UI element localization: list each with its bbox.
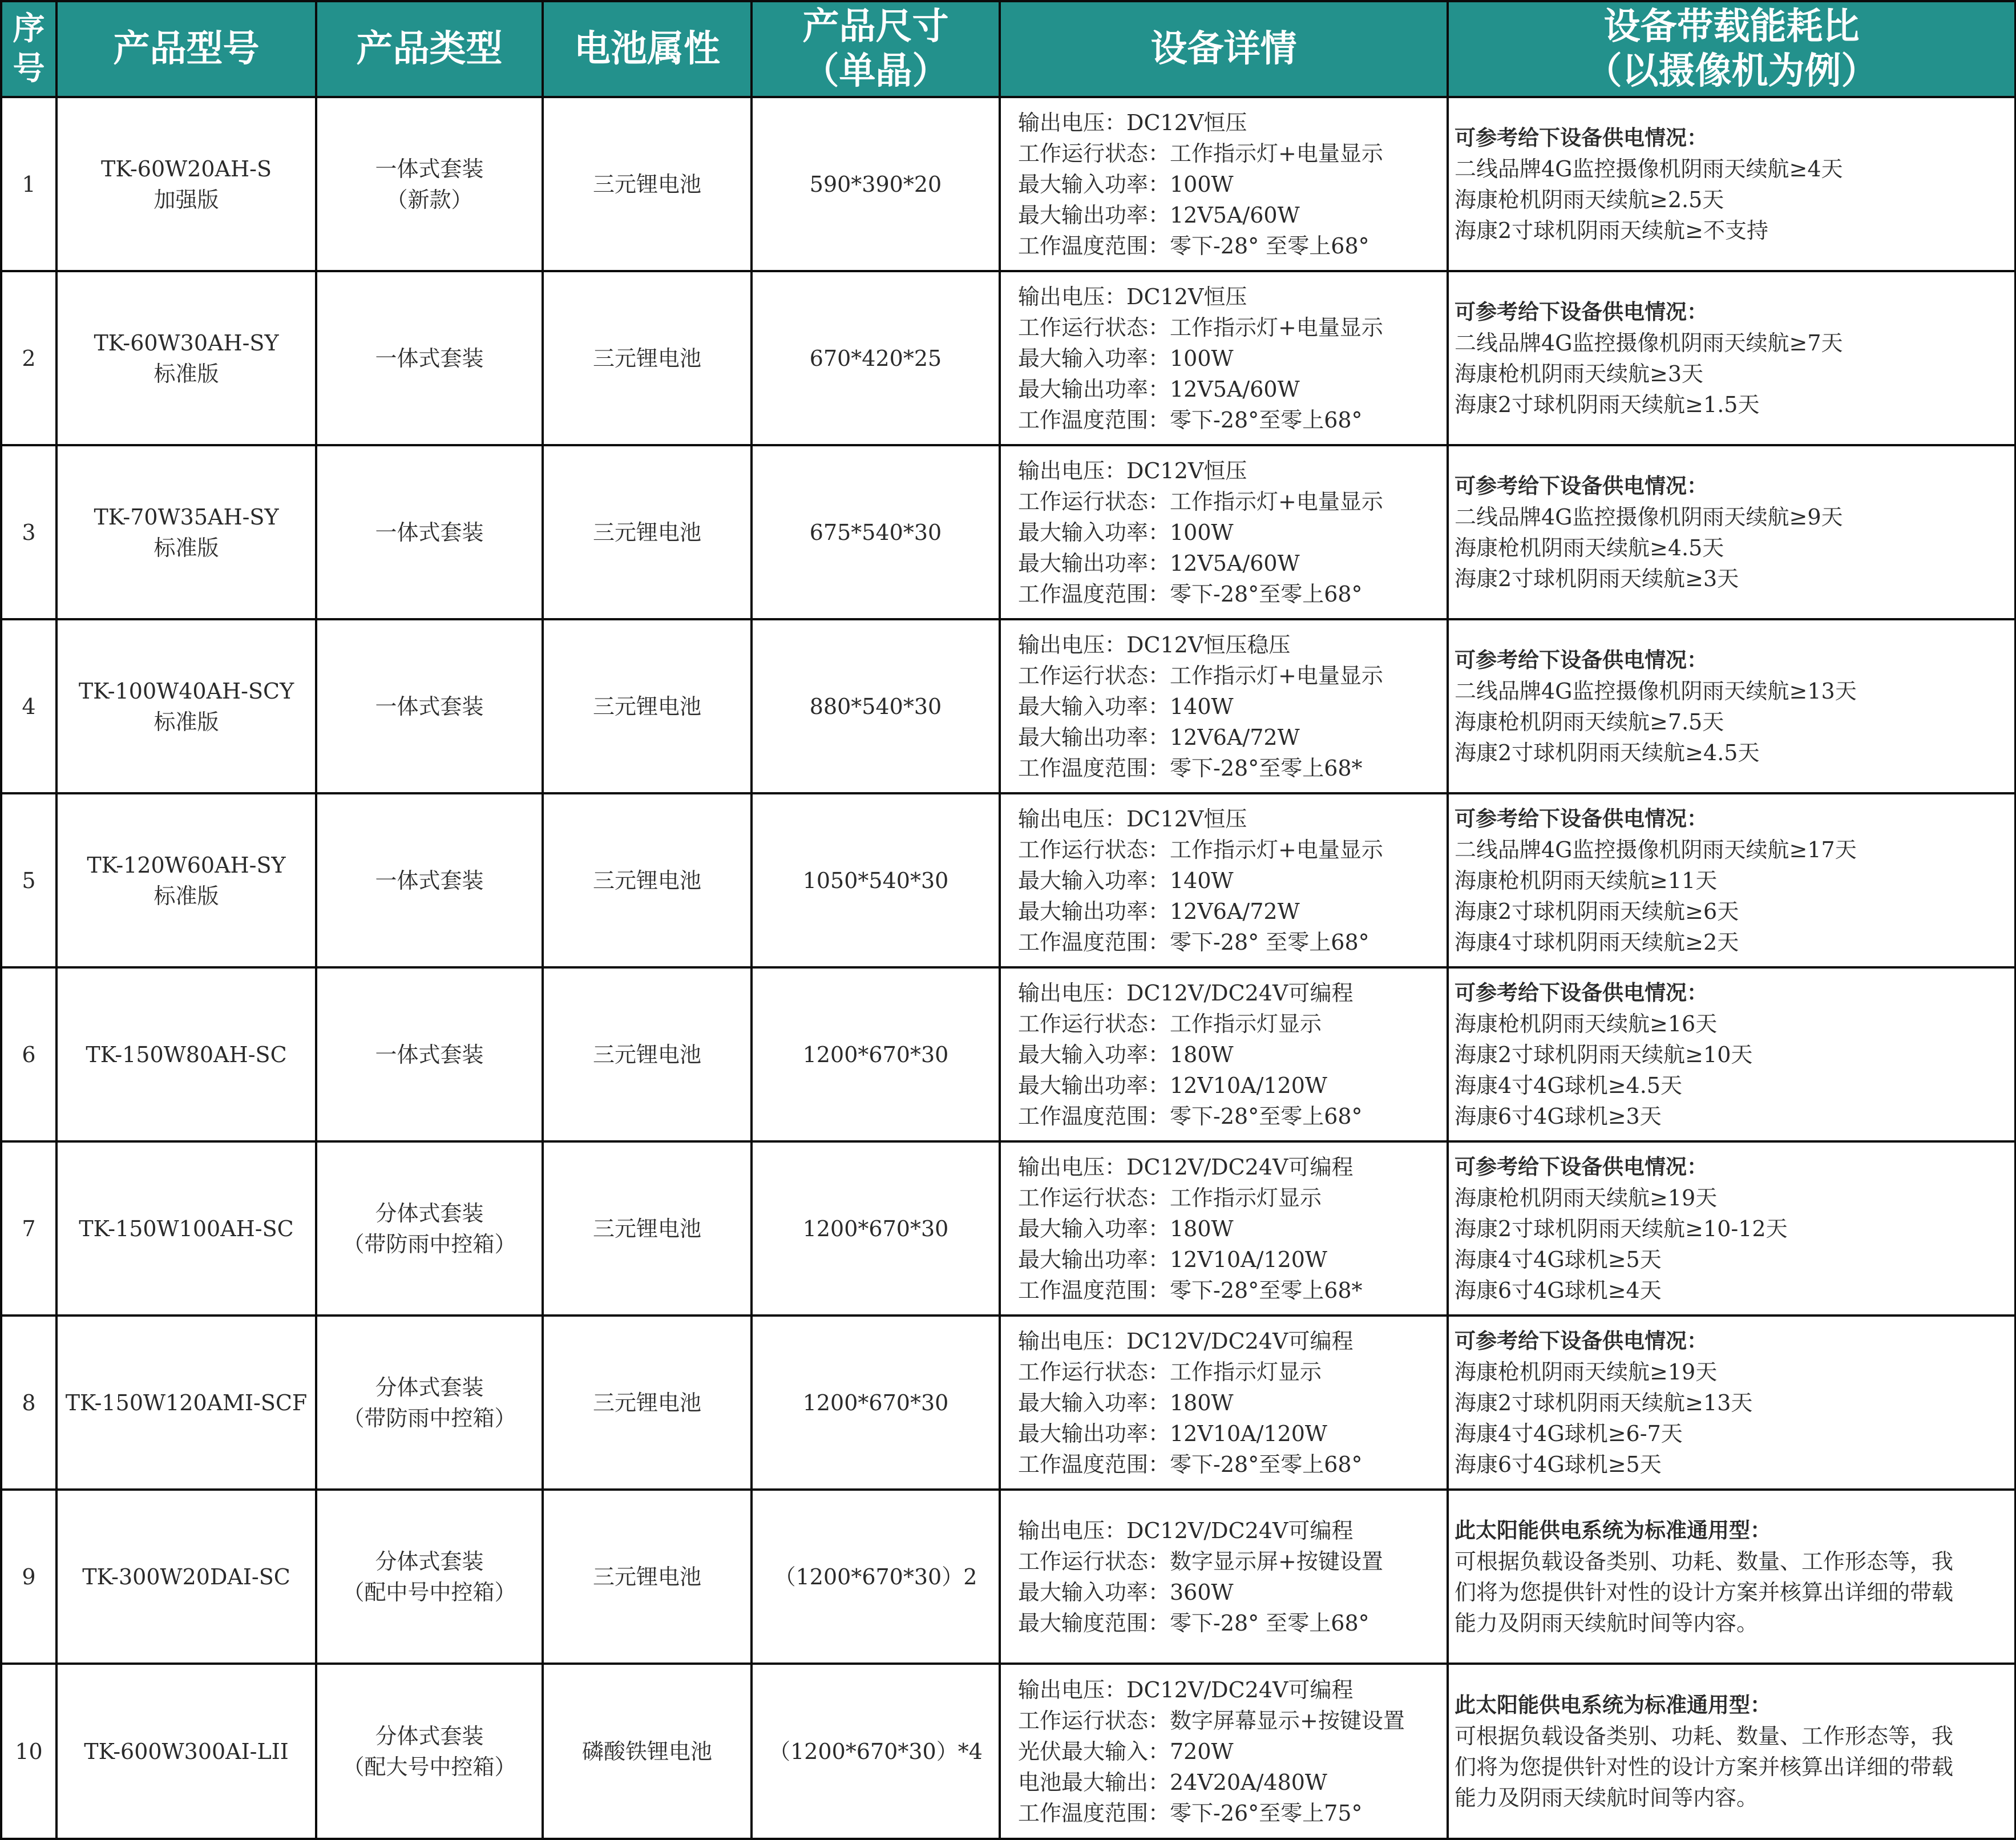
detail-line: 最大输入功率：100W: [1018, 171, 1234, 197]
ratio-line: 海康2寸球机阴雨天续航≥13天: [1455, 1390, 1753, 1415]
battery-type: 三元锂电池: [543, 271, 752, 445]
detail-line: 输出电压：DC12V恒压稳压: [1018, 632, 1291, 657]
ratio-line: 可根据负载设备类别、功耗、数量、工作形态等，我: [1455, 1723, 1954, 1749]
product-size: 670*420*25: [752, 271, 1000, 445]
ratio-title: 可参考给下设备供电情况：: [1455, 1328, 1708, 1353]
product-type: [316, 1664, 543, 1839]
product-type-line: 一体式套装: [375, 867, 484, 893]
detail-line: 输出电压：DC12V/DC24V可编程: [1018, 980, 1354, 1006]
detail-line: 工作运行状态：工作指示灯+电量显示: [1018, 140, 1383, 166]
load-ratio: [1448, 445, 2015, 619]
table-row: [1, 1490, 2015, 1664]
product-type: [316, 271, 543, 445]
ratio-line: 二线品牌4G监控摄像机阴雨天续航≥4天: [1455, 156, 1843, 181]
product-model-line: TK-120W60AH-SY: [87, 852, 286, 878]
product-model: [56, 1141, 316, 1316]
detail-line: 工作温度范围：零下-28°至零上68*: [1018, 755, 1363, 781]
header-row: [1, 1, 2015, 97]
product-type-line: 分体式套装: [375, 1548, 484, 1574]
battery-type: 三元锂电池: [543, 619, 752, 793]
header-ratio-line: （以摄像机为例）: [1585, 50, 1878, 92]
product-type-line: （带防雨中控箱）: [342, 1231, 516, 1257]
header-index-line: 号: [13, 50, 45, 87]
ratio-line: 海康6寸4G球机≥4天: [1455, 1277, 1662, 1303]
row-index: 9: [1, 1490, 56, 1664]
product-type-line: 一体式套装: [375, 519, 484, 545]
detail-line: 最大输入功率：100W: [1018, 519, 1234, 545]
detail-line: 工作运行状态：工作指示灯显示: [1018, 1185, 1322, 1210]
detail-line: 输出电压：DC12V恒压: [1018, 110, 1247, 135]
table-row: [1, 1141, 2015, 1316]
table-row: [1, 967, 2015, 1141]
ratio-line: 海康枪机阴雨天续航≥2.5天: [1455, 187, 1724, 212]
ratio-line: 海康4寸4G球机≥4.5天: [1455, 1072, 1682, 1098]
header-type: 产品类型: [316, 1, 543, 97]
detail-line: 工作运行状态：工作指示灯+电量显示: [1018, 837, 1383, 862]
detail-line: 输出电压：DC12V恒压: [1018, 458, 1247, 483]
detail-line: 最大输出功率：12V5A/60W: [1018, 202, 1300, 228]
product-model-line: 标准版: [153, 361, 219, 386]
ratio-line: 海康枪机阴雨天续航≥11天: [1455, 867, 1718, 893]
battery-type: 三元锂电池: [543, 1490, 752, 1664]
detail-line: 最大输出功率：12V5A/60W: [1018, 550, 1300, 576]
device-details: [1000, 967, 1448, 1141]
detail-line: 工作温度范围：零下-28° 至零上68°: [1018, 929, 1369, 955]
detail-line: 工作温度范围：零下-28°至零上68°: [1018, 1103, 1363, 1129]
row-index: 2: [1, 271, 56, 445]
product-type-line: 一体式套装: [375, 693, 484, 719]
product-type: [316, 1490, 543, 1664]
detail-line: 工作温度范围：零下-26°至零上75°: [1018, 1800, 1363, 1826]
detail-line: 工作运行状态：工作指示灯显示: [1018, 1011, 1322, 1036]
table-row: [1, 271, 2015, 445]
header-battery: 电池属性: [543, 1, 752, 97]
ratio-line: 能力及阴雨天续航时间等内容。: [1455, 1785, 1759, 1810]
detail-line: 最大输出功率：12V6A/72W: [1018, 898, 1300, 924]
ratio-title: 可参考给下设备供电情况：: [1455, 647, 1708, 672]
ratio-line: 二线品牌4G监控摄像机阴雨天续航≥13天: [1455, 678, 1857, 704]
table-row: [1, 1664, 2015, 1839]
header-ratio-line: 设备带载能耗比: [1603, 6, 1860, 48]
detail-line: 电池最大输出：24V20A/480W: [1018, 1769, 1327, 1795]
product-type-line: （配中号中控箱）: [342, 1579, 516, 1605]
battery-type: 三元锂电池: [543, 1141, 752, 1316]
table-header: [1, 1, 2015, 97]
row-index: 8: [1, 1316, 56, 1490]
device-details: [1000, 445, 1448, 619]
ratio-line: 海康枪机阴雨天续航≥19天: [1455, 1359, 1718, 1385]
battery-type: 三元锂电池: [543, 793, 752, 967]
product-type-line: 分体式套装: [375, 1723, 484, 1749]
detail-line: 工作运行状态：数字屏幕显示+按键设置: [1018, 1708, 1405, 1733]
product-model-line: TK-150W100AH-SC: [79, 1216, 294, 1241]
row-index: 7: [1, 1141, 56, 1316]
product-type-line: 一体式套装: [375, 156, 484, 181]
product-type-line: 分体式套装: [375, 1200, 484, 1226]
ratio-line: 海康4寸4G球机≥5天: [1455, 1246, 1662, 1272]
ratio-line: 们将为您提供针对性的设计方案并核算出详细的带载: [1455, 1754, 1954, 1780]
product-model: [56, 793, 316, 967]
product-type: [316, 445, 543, 619]
product-type-line: （配大号中控箱）: [342, 1754, 516, 1780]
ratio-line: 海康2寸球机阴雨天续航≥10-12天: [1455, 1216, 1788, 1241]
ratio-title: 可参考给下设备供电情况：: [1455, 980, 1708, 1005]
header-index-line: 序: [13, 10, 45, 47]
device-details: [1000, 619, 1448, 793]
ratio-line: 海康4寸4G球机≥6-7天: [1455, 1421, 1683, 1446]
ratio-line: 二线品牌4G监控摄像机阴雨天续航≥9天: [1455, 504, 1843, 530]
detail-line: 输出电压：DC12V恒压: [1018, 284, 1247, 309]
row-index: 10: [1, 1664, 56, 1839]
device-details: [1000, 97, 1448, 271]
detail-line: 工作运行状态：数字显示屏+按键设置: [1018, 1548, 1383, 1574]
detail-line: 最大输入功率：140W: [1018, 867, 1234, 893]
load-ratio: [1448, 271, 2015, 445]
ratio-title: 可参考给下设备供电情况：: [1455, 473, 1708, 498]
ratio-line: 们将为您提供针对性的设计方案并核算出详细的带载: [1455, 1579, 1954, 1605]
header-details: 设备详情: [1000, 1, 1448, 97]
header-ratio: [1448, 1, 2015, 97]
ratio-title: 可参考给下设备供电情况：: [1455, 806, 1708, 831]
detail-line: 最大输出功率：12V6A/72W: [1018, 724, 1300, 750]
product-type: [316, 619, 543, 793]
product-size: 1050*540*30: [752, 793, 1000, 967]
detail-line: 工作温度范围：零下-28°至零上68°: [1018, 1451, 1363, 1477]
product-type-line: 一体式套装: [375, 1042, 484, 1067]
detail-line: 工作运行状态：工作指示灯+电量显示: [1018, 663, 1383, 688]
load-ratio: [1448, 967, 2015, 1141]
load-ratio: [1448, 97, 2015, 271]
detail-line: 输出电压：DC12V/DC24V可编程: [1018, 1518, 1354, 1543]
detail-line: 最大输出功率：12V10A/120W: [1018, 1421, 1327, 1446]
battery-type: 三元锂电池: [543, 967, 752, 1141]
product-model-line: TK-300W20DAI-SC: [82, 1564, 290, 1589]
product-model-line: TK-60W30AH-SY: [94, 330, 279, 356]
device-details: [1000, 1664, 1448, 1839]
device-details: [1000, 271, 1448, 445]
load-ratio: [1448, 1664, 2015, 1839]
product-type-line: （带防雨中控箱）: [342, 1405, 516, 1431]
detail-line: 最大输入功率：180W: [1018, 1390, 1234, 1415]
ratio-line: 海康2寸球机阴雨天续航≥不支持: [1455, 217, 1769, 243]
product-model: [56, 97, 316, 271]
product-model-line: 标准版: [153, 535, 219, 560]
ratio-line: 海康枪机阴雨天续航≥3天: [1455, 361, 1704, 386]
product-size: （1200*670*30）*4: [752, 1664, 1000, 1839]
product-model-line: 标准版: [153, 709, 219, 735]
table-row: [1, 1316, 2015, 1490]
ratio-line: 海康2寸球机阴雨天续航≥4.5天: [1455, 740, 1760, 765]
detail-line: 输出电压：DC12V/DC24V可编程: [1018, 1154, 1354, 1180]
detail-line: 最大输入功率：180W: [1018, 1042, 1234, 1067]
battery-type: 三元锂电池: [543, 1316, 752, 1490]
detail-line: 输出电压：DC12V/DC24V可编程: [1018, 1328, 1354, 1354]
header-model: 产品型号: [56, 1, 316, 97]
ratio-line: 能力及阴雨天续航时间等内容。: [1455, 1610, 1759, 1636]
table-row: [1, 619, 2015, 793]
device-details: [1000, 1490, 1448, 1664]
detail-line: 最大输入功率：100W: [1018, 345, 1234, 371]
row-index: 3: [1, 445, 56, 619]
product-model: [56, 619, 316, 793]
detail-line: 工作运行状态：工作指示灯+电量显示: [1018, 489, 1383, 514]
product-model: [56, 1490, 316, 1664]
load-ratio: [1448, 619, 2015, 793]
detail-line: 最大输入功率：360W: [1018, 1579, 1234, 1605]
ratio-line: 海康6寸4G球机≥3天: [1455, 1103, 1662, 1129]
detail-line: 工作运行状态：工作指示灯显示: [1018, 1359, 1322, 1385]
product-model-line: TK-600W300AI-LII: [84, 1738, 289, 1764]
detail-line: 光伏最大输入：720W: [1018, 1738, 1234, 1764]
load-ratio: [1448, 1141, 2015, 1316]
product-type-line: （新款）: [386, 187, 473, 212]
ratio-line: 二线品牌4G监控摄像机阴雨天续航≥17天: [1455, 837, 1857, 862]
ratio-line: 海康2寸球机阴雨天续航≥10天: [1455, 1042, 1753, 1067]
ratio-line: 海康6寸4G球机≥5天: [1455, 1451, 1662, 1477]
header-size-line: （单晶）: [802, 50, 949, 92]
battery-type: 三元锂电池: [543, 445, 752, 619]
load-ratio: [1448, 793, 2015, 967]
product-model-line: TK-150W80AH-SC: [86, 1042, 287, 1067]
detail-line: 最大输入功率：180W: [1018, 1216, 1234, 1241]
detail-line: 工作温度范围：零下-28° 至零上68°: [1018, 233, 1369, 259]
product-type: [316, 1316, 543, 1490]
ratio-title: 可参考给下设备供电情况：: [1455, 1154, 1708, 1179]
table-row: [1, 445, 2015, 619]
device-details: [1000, 1316, 1448, 1490]
product-size: 675*540*30: [752, 445, 1000, 619]
detail-line: 最大输出功率：12V10A/120W: [1018, 1072, 1327, 1098]
ratio-line: 海康2寸球机阴雨天续航≥1.5天: [1455, 392, 1760, 417]
detail-line: 输出电压：DC12V恒压: [1018, 806, 1247, 832]
ratio-title: 可参考给下设备供电情况：: [1455, 299, 1708, 324]
battery-type: 磷酸铁锂电池: [543, 1664, 752, 1839]
detail-line: 工作温度范围：零下-28°至零上68°: [1018, 581, 1363, 607]
battery-type: 三元锂电池: [543, 97, 752, 271]
ratio-line: 海康枪机阴雨天续航≥16天: [1455, 1011, 1718, 1036]
product-model: [56, 967, 316, 1141]
product-model-line: TK-100W40AH-SCY: [78, 678, 294, 704]
product-type-line: 一体式套装: [375, 345, 484, 371]
detail-line: 工作温度范围：零下-28°至零上68°: [1018, 407, 1363, 433]
product-size: 1200*670*30: [752, 1316, 1000, 1490]
ratio-title: 可参考给下设备供电情况：: [1455, 125, 1708, 150]
product-size: （1200*670*30）2: [752, 1490, 1000, 1664]
detail-line: 工作温度范围：零下-28°至零上68*: [1018, 1277, 1363, 1303]
product-model-line: 加强版: [153, 187, 219, 212]
header-index: [1, 1, 56, 97]
product-model-line: TK-70W35AH-SY: [94, 504, 279, 530]
load-ratio: [1448, 1316, 2015, 1490]
table-row: [1, 793, 2015, 967]
product-type-line: 分体式套装: [375, 1374, 484, 1400]
device-details: [1000, 793, 1448, 967]
row-index: 1: [1, 97, 56, 271]
table-row: [1, 97, 2015, 271]
row-index: 4: [1, 619, 56, 793]
detail-line: 工作运行状态：工作指示灯+电量显示: [1018, 314, 1383, 340]
header-size-line: 产品尺寸: [802, 6, 949, 48]
row-index: 6: [1, 967, 56, 1141]
device-details: [1000, 1141, 1448, 1316]
load-ratio: [1448, 1490, 2015, 1664]
ratio-line: 海康2寸球机阴雨天续航≥6天: [1455, 898, 1739, 924]
product-model: [56, 1664, 316, 1839]
ratio-line: 可根据负载设备类别、功耗、数量、工作形态等，我: [1455, 1548, 1954, 1574]
product-size: 880*540*30: [752, 619, 1000, 793]
ratio-line: 海康4寸球机阴雨天续航≥2天: [1455, 929, 1739, 955]
detail-line: 最大输出功率：12V5A/60W: [1018, 376, 1300, 402]
ratio-line: 海康2寸球机阴雨天续航≥3天: [1455, 566, 1739, 591]
ratio-title: 此太阳能供电系统为标准通用型：: [1455, 1692, 1771, 1717]
row-index: 5: [1, 793, 56, 967]
ratio-line: 二线品牌4G监控摄像机阴雨天续航≥7天: [1455, 330, 1843, 356]
product-model: [56, 445, 316, 619]
product-size: 590*390*20: [752, 97, 1000, 271]
ratio-line: 海康枪机阴雨天续航≥4.5天: [1455, 535, 1724, 560]
product-size: 1200*670*30: [752, 1141, 1000, 1316]
header-size: [752, 1, 1000, 97]
product-size: 1200*670*30: [752, 967, 1000, 1141]
detail-line: 最大输出功率：12V10A/120W: [1018, 1246, 1327, 1272]
product-type: [316, 967, 543, 1141]
product-type: [316, 1141, 543, 1316]
product-model-line: 标准版: [153, 883, 219, 909]
product-type: [316, 97, 543, 271]
ratio-line: 海康枪机阴雨天续航≥19天: [1455, 1185, 1718, 1210]
product-model: [56, 271, 316, 445]
product-model: [56, 1316, 316, 1490]
ratio-title: 此太阳能供电系统为标准通用型：: [1455, 1518, 1771, 1543]
product-type: [316, 793, 543, 967]
table-body: [1, 97, 2015, 1839]
detail-line: 输出电压：DC12V/DC24V可编程: [1018, 1677, 1354, 1702]
ratio-line: 海康枪机阴雨天续航≥7.5天: [1455, 709, 1724, 735]
detail-line: 最大输度范围：零下-28° 至零上68°: [1018, 1610, 1369, 1636]
product-model-line: TK-150W120AMI-SCF: [65, 1390, 308, 1415]
product-model-line: TK-60W20AH-S: [100, 156, 272, 181]
detail-line: 最大输入功率：140W: [1018, 693, 1234, 719]
